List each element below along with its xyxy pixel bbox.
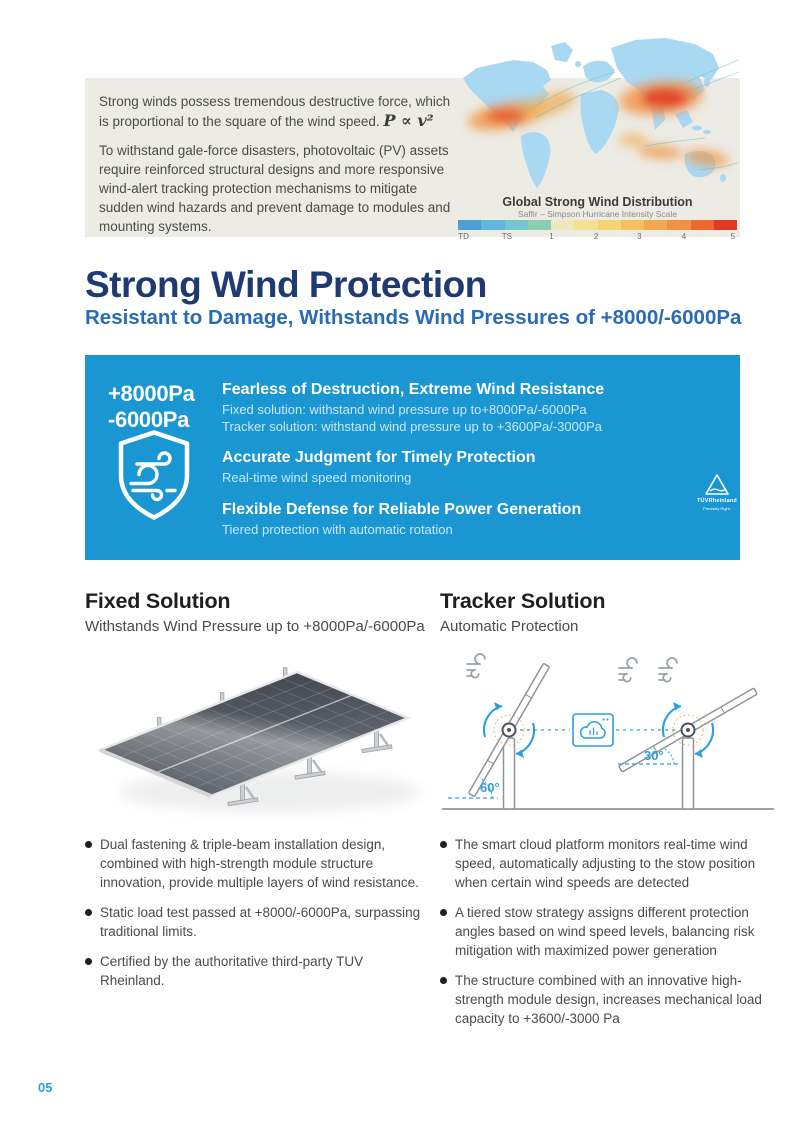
bullet-dot — [440, 841, 447, 848]
scale-segment — [551, 220, 574, 230]
feature-banner — [85, 355, 740, 560]
intro-text — [99, 92, 455, 236]
wind-gust-icon — [467, 654, 485, 678]
tracker-solution-header — [440, 589, 790, 635]
wind-gust-icon — [619, 658, 637, 682]
scale-label-5: 5 — [730, 232, 736, 241]
feature-extreme-wind — [222, 380, 642, 435]
feature-line: Tiered protection with automatic rotation — [222, 521, 453, 537]
map-title: Global Strong Wind Distribution — [502, 195, 693, 209]
scale-label-td: TD — [458, 232, 469, 241]
fixed-solution-subtitle: Withstands Wind Pressure up to +8000Pa/-6000Pa — [85, 618, 425, 635]
scale-segment — [598, 220, 621, 230]
wind-shield-icon — [115, 427, 193, 523]
tracker-post — [683, 738, 694, 809]
stow-angle-left-label: 60° — [480, 780, 500, 795]
scale-segment — [481, 220, 504, 230]
tuv-tagline: Precisely Right. — [703, 506, 731, 511]
bullet-dot — [85, 958, 92, 965]
feature-title: Flexible Defense for Reliable Power Generation — [222, 500, 582, 518]
fixed-solution-header — [85, 589, 435, 635]
tuv-brand-text: TÜVRheinland — [697, 498, 737, 504]
global-wind-map — [455, 20, 740, 241]
scale-label-3: 3 — [637, 232, 642, 241]
stow-angle-right-label: 30° — [644, 748, 664, 763]
feature-line: Tracker solution: withstand wind pressure up to +3600Pa/-3000Pa — [222, 418, 602, 434]
scale-segment — [505, 220, 528, 230]
list-item — [440, 903, 788, 960]
bullet-dot — [85, 841, 92, 848]
scale-segment — [574, 220, 597, 230]
bullet-text: The smart cloud platform monitors real-time wind speed, automatically adjusting to the stow position when certain wind speeds are detected — [455, 837, 756, 890]
bullet-dot — [85, 909, 92, 916]
intensity-scale-labels — [458, 232, 737, 242]
tuv-triangle-icon — [704, 473, 730, 497]
wind-pressure-formula: P ∝ v² — [383, 111, 434, 130]
feature-title: Accurate Judgment for Timely Protection — [222, 449, 536, 466]
pressure-rating — [108, 381, 195, 433]
bullet-text: Dual fastening & triple-beam installation design, combined with high-strength module structure innovation, provide multiple layers of wind resistance. — [100, 837, 419, 890]
bullet-text: Static load test passed at +8000/-6000Pa, surpassing traditional limits. — [100, 905, 421, 939]
scale-segment — [691, 220, 714, 230]
intro-paragraph-1-text: Strong winds possess tremendous destructive force, which is proportional to the square of the wind speed. — [99, 94, 451, 129]
map-subtitle: Saffir – Simpson Hurricane Intensity Scale — [517, 209, 678, 219]
feature-timely-protection — [222, 448, 642, 487]
bullet-text: The structure combined with an innovative high-strength module design, increases mechanical load capacity to +3600/-3000 Pa — [455, 973, 762, 1026]
tuv-rheinland-logo — [697, 473, 737, 511]
cloud-platform-icon — [520, 714, 676, 746]
scale-segment — [621, 220, 644, 230]
tracker-left-60 — [448, 663, 550, 809]
scale-segment — [458, 220, 481, 230]
bullet-dot — [440, 977, 447, 984]
intro-paragraph-1 — [99, 92, 455, 131]
page-number: 05 — [38, 1080, 53, 1095]
tracker-solution-subtitle: Automatic Protection — [440, 618, 579, 635]
scale-segment — [667, 220, 690, 230]
fixed-solution-title: Fixed Solution — [85, 589, 231, 613]
feature-line: Fixed solution: withstand wind pressure up to+8000Pa/-6000Pa — [222, 402, 587, 417]
tracker-solution-title: Tracker Solution — [440, 589, 606, 613]
scale-segment — [714, 220, 737, 230]
scale-label-1: 1 — [549, 232, 554, 241]
feature-line: Real-time wind speed monitoring — [222, 470, 412, 485]
pressure-positive: +8000Pa — [108, 381, 195, 406]
page-subtitle: Resistant to Damage, Withstands Wind Pressures of +8000/-6000Pa — [85, 306, 742, 329]
scale-label-ts: TS — [501, 232, 512, 241]
bullet-dot — [440, 909, 447, 916]
list-item — [85, 952, 429, 990]
bullet-text: A tiered stow strategy assigns different protection angles based on wind speed levels, balancing risk mitigation with maximized power generation — [455, 905, 755, 958]
page-title: Strong Wind Protection — [85, 264, 487, 305]
feature-flexible-defense — [222, 500, 642, 539]
intro-paragraph-2: To withstand gale-force disasters, photovoltaic (PV) assets require reinforced structural designs and more responsive wind-alert tracking protection mechanisms to mitigate sudden wind hazards and prevent damage to modules and mounting systems. — [99, 143, 451, 234]
tracker-solution-bullets — [440, 835, 788, 1039]
scale-label-4: 4 — [681, 232, 687, 241]
list-item — [85, 903, 429, 941]
bullet-text: Certified by the authoritative third-party TUV Rheinland. — [100, 954, 364, 988]
list-item — [440, 835, 788, 892]
feature-title: Fearless of Destruction, Extreme Wind Resistance — [222, 381, 605, 398]
tracker-stow-illustration — [440, 642, 785, 820]
fixed-solution-bullets — [85, 835, 429, 1001]
tracker-post — [504, 738, 515, 809]
tracker-right-30 — [618, 688, 757, 809]
scale-segment — [644, 220, 667, 230]
pressure-negative: -6000Pa — [108, 407, 190, 432]
wind-gust-icon — [659, 658, 677, 682]
list-item — [85, 835, 429, 892]
scale-label-2: 2 — [593, 232, 599, 241]
feature-list — [222, 380, 642, 551]
list-item — [440, 971, 788, 1028]
scale-segment — [528, 220, 551, 230]
intensity-scale-bar — [458, 220, 737, 230]
fixed-mount-panel-illustration — [85, 642, 425, 837]
